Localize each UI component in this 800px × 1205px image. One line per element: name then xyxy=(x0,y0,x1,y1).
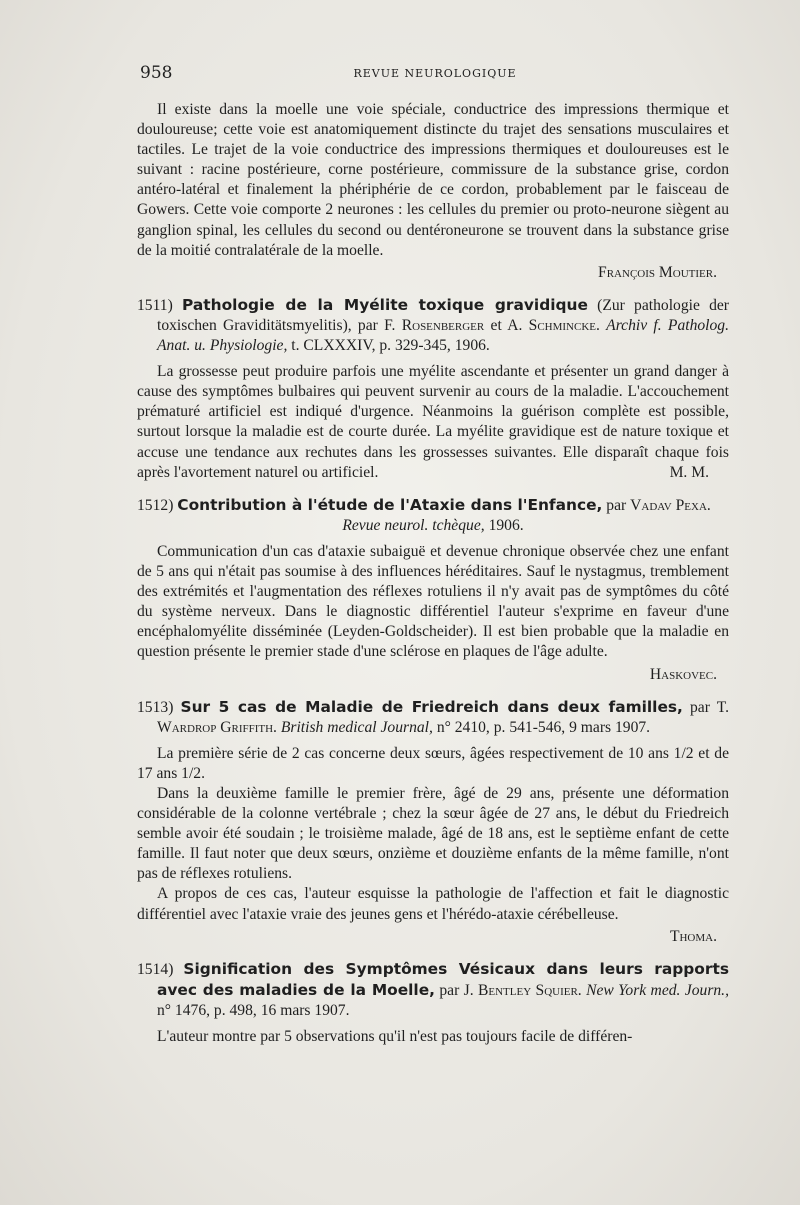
entry-citation: t. CLXXXIV, p. 329-345, 1906. xyxy=(291,337,490,355)
entry-number: 1511) xyxy=(137,296,173,314)
entry-heading xyxy=(137,697,729,738)
abstract-entry-1512 xyxy=(137,495,729,685)
entry-number: 1514) xyxy=(137,960,174,978)
intro-signature: François Moutier. xyxy=(598,263,717,281)
entry-title: Pathologie de la Myélite toxique gravidique xyxy=(182,295,588,314)
entry-paragraph: Dans la deuxième famille le premier frère, âgé de 29 ans, présente une déformation considérable de la colonne vertébrale ; chez la sœur âgée de 27 ans, le début du Friedreich semble avoir été soudain ; le troisième malade, âgé de 18 ans, est le septième enfant de cette famille. Il faut noter que deux sœurs, onzième et douzième enfants de la même famille, n'ont pas de réflexes rotuliens. xyxy=(137,785,729,883)
entry-journal: New York med. Journ., xyxy=(586,981,729,999)
entry-reference: par xyxy=(606,496,627,514)
entry-signature: M. M. xyxy=(669,463,709,481)
entry-reference: par J. xyxy=(439,981,474,999)
entry-title: Contribution à l'étude de l'Ataxie dans l'Enfance, xyxy=(177,495,603,514)
article-body xyxy=(137,100,729,1047)
abstract-entry-1513 xyxy=(137,697,729,947)
entry-journal: Revue neurol. tchèque, xyxy=(342,516,485,534)
entry-author: Schmincke. xyxy=(528,316,600,334)
entry-paragraph: L'auteur montre par 5 observations qu'il n'est pas toujours facile de différen- xyxy=(157,1028,633,1046)
entry-signature: Thoma. xyxy=(669,927,717,945)
entry-title: Sur 5 cas de Maladie de Friedreich dans deux familles, xyxy=(180,697,683,716)
entry-author: Rosenberger xyxy=(401,316,485,334)
running-title: REVUE NEUROLOGIQUE xyxy=(353,67,517,80)
entry-author: Wardrop Griffith. xyxy=(157,718,277,736)
entry-journal: British medical Journal, xyxy=(280,718,433,736)
entry-heading xyxy=(137,295,729,356)
page-number: 958 xyxy=(140,63,173,83)
entry-heading xyxy=(137,495,729,516)
entry-heading xyxy=(137,959,729,1021)
intro-paragraph: Il existe dans la moelle une voie spéciale, conductrice des impressions thermique et douloureuse; cette voie est anatomiquement distincte du trajet des sensations musculaires et tactiles. Le trajet de la voie conductrice des impressions thermiques et douloureuses est le suivant : racine postérieure, corne postérieure, commissure de la substance grise, cordon antéro-latéral et finalement la phériphérie de ce cordon, probablement par le faisceau de Gowers. Cette voie comporte 2 neurones : les cellules du premier ou proto-neurone siègent au ganglion spinal, les cellules du second ou dentéroneurone se trouvent dans la substance grise de la moitié contralatérale de la moelle. xyxy=(137,101,729,259)
entry-paragraph: Communication d'un cas d'ataxie subaiguë et devenue chronique observée chez une enfant de 5 ans qui n'était pas soumise à des influences héréditaires. Sauf le nystagmus, tremblement des extrémités et l'augmentation des réflexes rotuliens il n'y avait pas de symptômes du côté du système nerveux. Dans le diagnostic différentiel l'auteur s'exprime en faveur d'une encéphalomyélite disséminée (Leyden-Goldscheider). Il est bien probable que la maladie en question présente le premier stade d'une sclérose en plaques de l'âge adulte. xyxy=(137,542,729,661)
entry-number: 1512) xyxy=(137,496,174,514)
abstract-entry-1511 xyxy=(137,295,729,483)
entry-citation: n° 2410, p. 541-546, 9 mars 1907. xyxy=(436,718,651,736)
entry-title: Signification des Symptômes Vésicaux dans leurs rapports avec des maladies de la Moelle, xyxy=(157,959,729,999)
entry-author: Bentley Squier. xyxy=(477,981,582,999)
entry-reference: et A. xyxy=(490,316,523,334)
entry-reference: (Zur pathologie der toxischen Graviditätsmyelitis), par F. xyxy=(157,296,729,334)
entry-number: 1513) xyxy=(137,698,174,716)
abstract-entry-1514 xyxy=(137,959,729,1047)
entry-paragraph: La grossesse peut produire parfois une myélite ascendante et présenter un grand danger à cause des symptômes bulbaires qui peuvent survenir au cours de la maladie. L'accouchement prématuré artificiel est indiqué d'urgence. Néanmoins la guérison complète est possible, surtout lorsque la maladie est de courte durée. La myélite gravidique est de nature toxique et accuse une tendance aux rechutes dans les grossesses suivantes. Elle disparaît chaque fois après l'avortement naturel ou artificiel. xyxy=(137,363,729,481)
page-header xyxy=(140,63,730,85)
entry-signature: Haskovec. xyxy=(649,665,717,683)
entry-reference: par T. xyxy=(690,698,729,716)
entry-source-line xyxy=(137,516,729,536)
entry-author: Vadav Pexa. xyxy=(630,496,711,514)
entry-citation: n° 1476, p. 498, 16 mars 1907. xyxy=(157,1001,350,1019)
entry-journal: Archiv f. Patholog. Anat. u. Physiologie, xyxy=(157,316,730,355)
entry-paragraph: A propos de ces cas, l'auteur esquisse la pathologie de l'affection et fait le diagnostic différentiel avec l'ataxie vraie des jeunes gens et l'hérédo-ataxie cérébelleuse. xyxy=(137,885,729,923)
entry-citation: 1906. xyxy=(488,516,524,534)
entry-paragraph: La première série de 2 cas concerne deux sœurs, âgées respectivement de 10 ans 1/2 et de 17 ans 1/2. xyxy=(137,744,729,782)
